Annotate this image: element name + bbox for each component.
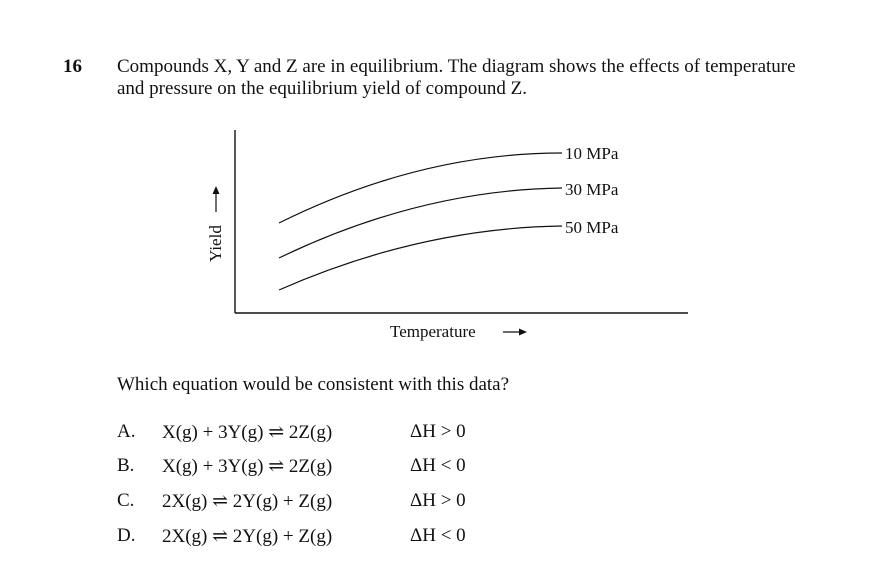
- question-stem-line-1: Compounds X, Y and Z are in equilibrium. The diagram shows the effects of temperature: [117, 56, 796, 77]
- option-letter: B.: [117, 455, 135, 476]
- question-number: 16: [63, 56, 82, 77]
- option-equation: 2X(g) ⇌ 2Y(g) + Z(g): [162, 491, 333, 512]
- option-enthalpy: ΔH < 0: [410, 455, 466, 476]
- option-equation: 2X(g) ⇌ 2Y(g) + Z(g): [162, 526, 333, 547]
- option-letter: D.: [117, 525, 136, 546]
- x-axis-arrow-icon: [503, 329, 527, 336]
- option-enthalpy: ΔH > 0: [410, 421, 466, 442]
- series-label-30-mpa: 30 MPa: [565, 180, 619, 199]
- option-letter: A.: [117, 421, 136, 442]
- series-label-50-mpa: 50 MPa: [565, 218, 619, 237]
- y-axis-arrow-icon: [213, 186, 220, 212]
- option-equation: X(g) + 3Y(g) ⇌ 2Z(g): [162, 422, 333, 443]
- option-equation: X(g) + 3Y(g) ⇌ 2Z(g): [162, 456, 333, 477]
- x-axis-label: Temperature: [390, 322, 476, 341]
- curve-30-mpa: [279, 188, 562, 258]
- curve-50-mpa: [279, 226, 562, 290]
- series-label-10-mpa: 10 MPa: [565, 144, 619, 163]
- question-prompt: Which equation would be consistent with this data?: [117, 374, 510, 395]
- option-enthalpy: ΔH > 0: [410, 490, 466, 511]
- curve-10-mpa: [279, 153, 562, 223]
- option-enthalpy: ΔH < 0: [410, 525, 466, 546]
- option-letter: C.: [117, 490, 135, 511]
- y-axis-label: Yield: [206, 225, 225, 262]
- question-stem-line-2: and pressure on the equilibrium yield of compound Z.: [117, 78, 527, 99]
